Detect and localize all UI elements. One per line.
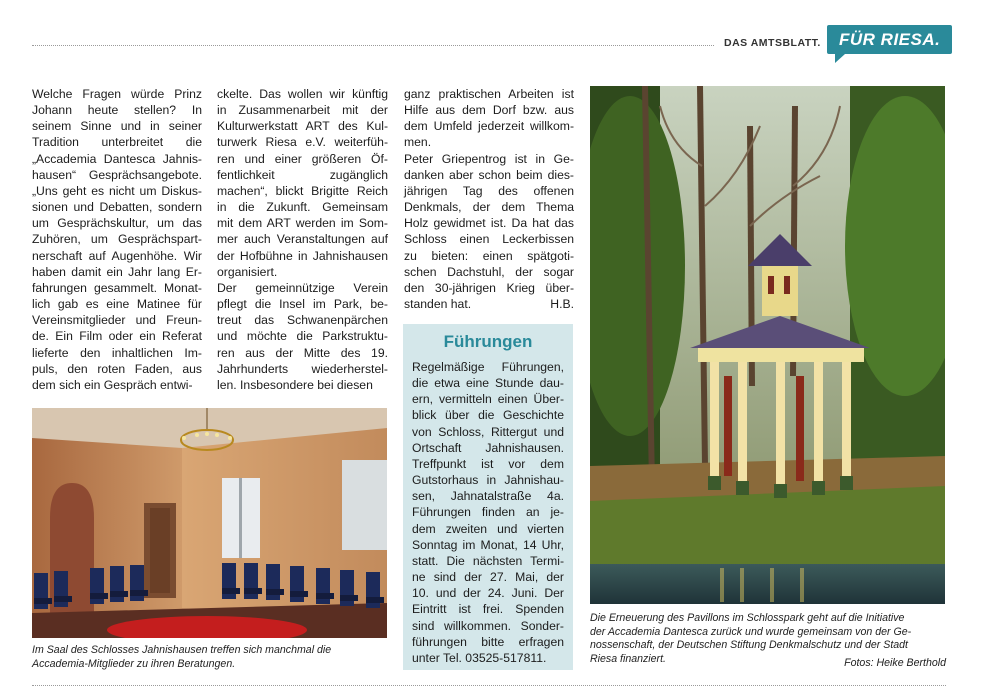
- text-line: und möchte die Parkstruktu-: [217, 329, 388, 344]
- text-line: de. Ein Film oder ein Referat: [32, 329, 202, 344]
- castle-hall-illustration: [32, 408, 387, 638]
- text-line: ganz praktischen Arbeiten ist: [404, 87, 574, 101]
- text-line: „Accademia Dantesca Jahnis-: [32, 151, 202, 166]
- text-line: zu bieten: einen spätgoti-: [404, 248, 574, 263]
- text-line: in Zusammenarbeit mit der: [217, 103, 388, 118]
- text-line: Ortschaft Jahnishausen.: [412, 440, 564, 455]
- text-line: Vereinsmitglieder und Freun-: [32, 313, 202, 328]
- text-line: mit dem ART werden im Som-: [217, 216, 388, 231]
- text-line: ckelte. Das wollen wir künftig: [217, 87, 388, 101]
- text-line: Jahrhunderts wiederherstel-: [217, 361, 388, 376]
- fuehrungen-title: Führungen: [443, 332, 533, 351]
- text-line: fentlichkeit zugänglich: [217, 167, 388, 182]
- text-line: fahrungen gesammelt. Monat-: [32, 280, 202, 295]
- masthead-badge-wrap: [827, 25, 952, 63]
- text-line: schen Dachstuhl, der sogar: [404, 264, 574, 279]
- text-line: Tradition unterbreitet die: [32, 135, 202, 150]
- park-pavilion-illustration: [590, 86, 945, 604]
- text-line: Schloss einen Leckerbissen: [404, 232, 574, 247]
- badge-tail: [835, 54, 845, 63]
- caption-line: Die Erneuerung des Pavillons im Schlosspark geht auf die Initiative: [590, 612, 905, 624]
- text-line: men.: [404, 135, 432, 150]
- text-line: Zuhören, um Gesprächspart-: [32, 232, 202, 247]
- photo-credit: Fotos: Heike Berthold: [844, 657, 946, 669]
- text-line: sen, Jahnatalstraße 4a.: [412, 489, 564, 504]
- masthead-rule: [32, 45, 714, 46]
- text-line: Eintritt ist frei. Spenden: [412, 602, 564, 617]
- text-line: ne sind der 27. Mai, der: [412, 570, 564, 585]
- text-line: der Hofbühne in Jahnishausen: [217, 248, 388, 263]
- text-line: len. Insbesondere bei diesen: [217, 377, 373, 392]
- text-line: Kulturwerkstatt ART des Kul-: [217, 119, 388, 134]
- text-line: Denkmals, der dem Thema: [404, 200, 574, 215]
- text-line: haben damit ein Jahr lang Er-: [32, 264, 202, 279]
- text-line: standen hat.: [404, 297, 472, 312]
- text-line: 10. und der 24. Juni. Der: [412, 586, 564, 601]
- text-line: sind willkommen. Sonder-: [412, 618, 564, 633]
- text-line: Welche Fragen würde Prinz: [32, 87, 202, 101]
- text-line: ren und einer größeren Öf-: [217, 151, 388, 166]
- text-line: machen“, blickt Brigitte Reich: [217, 183, 388, 198]
- caption-castle-hall: [32, 644, 392, 671]
- text-line: treut das Schwanenpärchen: [217, 313, 388, 328]
- text-line: die etwa eine Stunde dau-: [412, 376, 564, 391]
- caption-line: nossenschaft, der Deutschen Stiftung Denkmalschutz und der Stadt: [590, 639, 908, 651]
- masthead-badge: FÜR RIESA.: [827, 25, 952, 54]
- text-line: danken aber schon beim dies-: [404, 167, 574, 182]
- photo-castle-hall: [32, 408, 387, 638]
- text-line: blick über die Geschichte: [412, 408, 564, 423]
- text-line: puls, den roten Faden, aus: [32, 361, 202, 376]
- text-line: in die Zukunft. Gemeinsam: [217, 200, 388, 215]
- caption-line: Riesa finanziert.: [590, 652, 666, 665]
- text-line: Regelmäßige Führungen,: [412, 360, 564, 374]
- text-line: Der gemeinnützige Verein: [217, 280, 388, 295]
- photo-park-pavilion: [590, 86, 945, 604]
- caption-line: der Accademia Dantesca zurück und wurde gemeinsam von der Ge-: [590, 625, 912, 638]
- text-line: jährigen Tag des offenen: [404, 183, 574, 198]
- text-line: Führungen finden an je-: [412, 505, 564, 520]
- text-line: „Uns geht es nicht um Diskus-: [32, 183, 202, 198]
- article-column-1: [32, 86, 202, 393]
- text-line: mer auch Veranstaltungen auf: [217, 232, 388, 247]
- text-line: Johann heute stellen? In: [32, 103, 202, 118]
- masthead-label: DAS AMTSBLATT.: [724, 37, 821, 49]
- text-line: turwerk Riesa e.V. weiterfüh-: [217, 135, 388, 150]
- fuehrungen-box: [403, 324, 573, 670]
- text-line: Treffpunkt ist vor dem: [412, 456, 564, 471]
- footer-rule: [32, 685, 946, 686]
- text-line: nerschaft auf Augenhöhe. Wir: [32, 248, 202, 263]
- article-column-3: [404, 86, 574, 312]
- text-line: unter Tel. 03525-517811.: [412, 650, 547, 665]
- article-column-2: [217, 86, 388, 393]
- text-line: statt. Die nächsten Termi-: [412, 553, 564, 568]
- text-line: führungen bitte erfragen: [412, 634, 564, 649]
- text-line: sionen und Debatten, sondern: [32, 200, 202, 215]
- fuehrungen-text: [412, 359, 564, 666]
- text-line: hausen“ Gesprächsangebote.: [32, 167, 202, 182]
- text-line: Gutstorhaus in Jahnishau-: [412, 473, 564, 488]
- caption-line: Im Saal des Schlosses Jahnishausen treffen sich manchmal die: [32, 644, 332, 656]
- text-line: seinem Sinne und in seiner: [32, 119, 202, 134]
- text-line: den 30-jährigen Krieg über-: [404, 280, 574, 295]
- text-line: pflegt die Insel im Park, be-: [217, 297, 388, 312]
- text-line: organisiert.: [217, 264, 278, 279]
- text-line: dem sich ein Gespräch entwi-: [32, 377, 193, 392]
- text-line: ern, vermitteln einen Über-: [412, 392, 564, 407]
- author-signature: H.B.: [550, 297, 574, 311]
- text-line: Holz gewidmet ist. Da hat das: [404, 216, 574, 231]
- text-line: Peter Griepentrog ist in Ge-: [404, 151, 574, 166]
- text-line: Sonntag im Monat, 14 Uhr,: [412, 537, 564, 552]
- text-line: ren aus der Mitte des 19.: [217, 345, 388, 360]
- text-line: Hilfe aus dem Dorf bzw. aus: [404, 103, 574, 118]
- text-line: von Schloss, Rittergut und: [412, 424, 564, 439]
- text-line: um Gesprächskultur, um das: [32, 216, 202, 231]
- text-line: lich gab es eine Matinee für: [32, 297, 202, 312]
- text-line: dem zweiten und vierten: [412, 521, 564, 536]
- text-line: dem Umfeld jederzeit willkom-: [404, 119, 574, 134]
- text-line: lieferte den inhaltlichen Im-: [32, 345, 202, 360]
- caption-line: Accademia-Mitglieder zu ihren Beratungen.: [32, 657, 236, 670]
